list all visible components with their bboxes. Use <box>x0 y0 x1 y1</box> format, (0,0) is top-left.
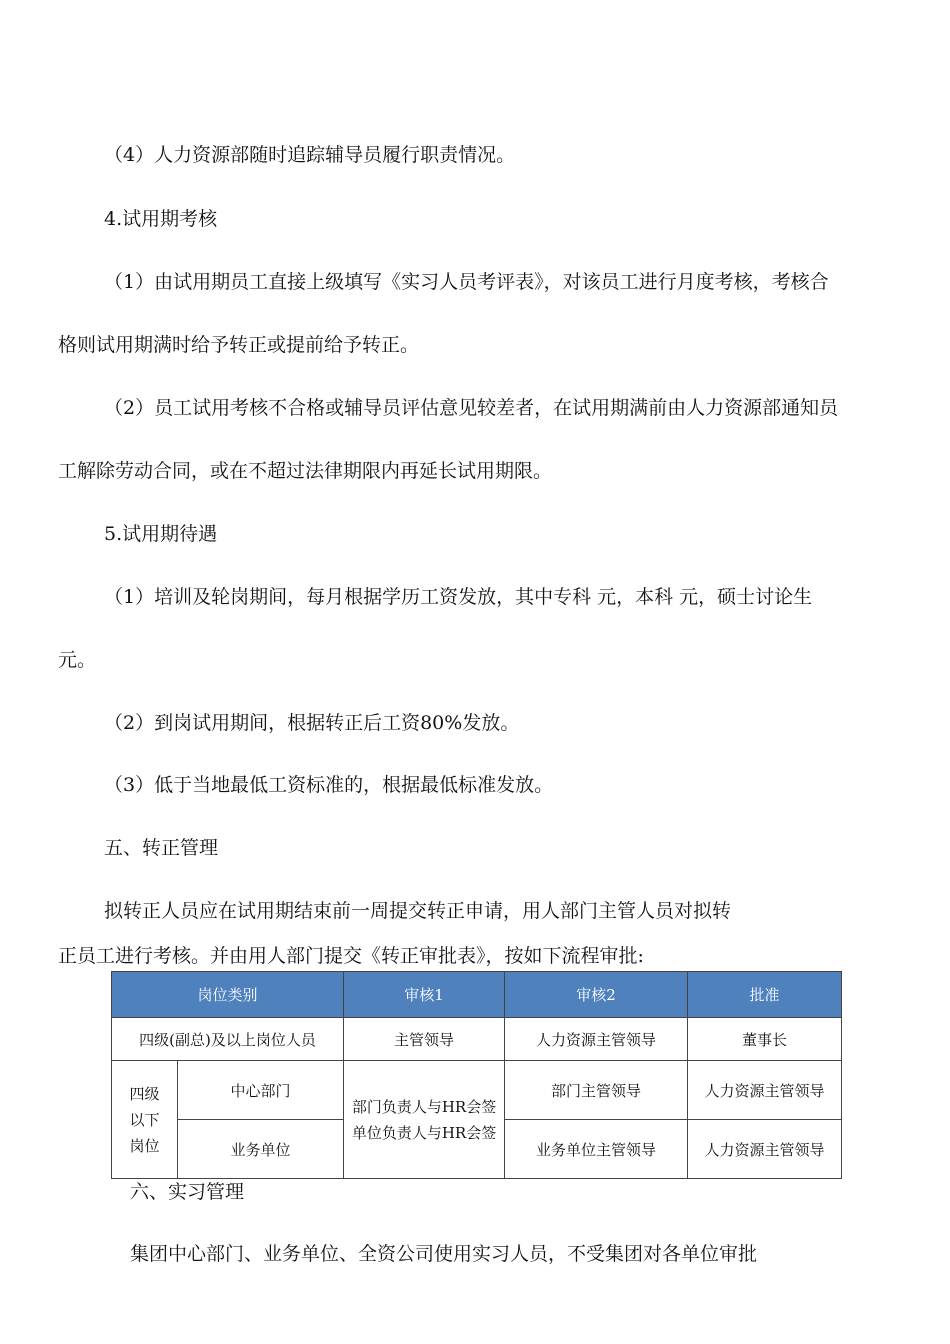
paragraph: （2）到岗试用期间，根据转正后工资80%发放。 <box>104 712 520 734</box>
cell-review-1: 主管领导 <box>344 1018 505 1061</box>
approval-flow-table <box>111 971 842 1179</box>
cell-position: 中心部门 <box>178 1061 344 1120</box>
paragraph: （3）低于当地最低工资标准的，根据最低标准发放。 <box>104 774 554 796</box>
cell-review-2: 人力资源主管领导 <box>505 1018 688 1061</box>
paragraph: （4）人力资源部随时追踪辅导员履行职责情况。 <box>104 144 516 166</box>
table-row <box>112 1018 842 1061</box>
merged-line: 部门负责人与HR会签 <box>351 1097 497 1116</box>
section-heading: 5.试用期待遇 <box>104 523 218 545</box>
cell-position: 四级(副总)及以上岗位人员 <box>112 1018 344 1061</box>
merged-line: 单位负责人与HR会签 <box>351 1123 497 1142</box>
paragraph: 拟转正人员应在试用期结束前一周提交转正申请，用人部门主管人员对拟转 <box>104 900 732 922</box>
header-review-1: 审核1 <box>344 972 505 1018</box>
paragraph: 元。 <box>58 649 97 671</box>
cell-group-label <box>112 1061 178 1179</box>
paragraph: （1）培训及轮岗期间，每月根据学历工资发放，其中专科 元，本科 元，硕士讨论生 <box>104 586 813 608</box>
paragraph: 正员工进行考核。并由用人部门提交《转正审批表》，按如下流程审批: <box>58 945 644 967</box>
cell-review-2: 部门主管领导 <box>505 1061 688 1120</box>
paragraph: 集团中心部门、业务单位、全资公司使用实习人员，不受集团对各单位审批 <box>130 1243 758 1265</box>
paragraph: （2）员工试用考核不合格或辅导员评估意见较差者，在试用期满前由人力资源部通知员 <box>104 397 839 419</box>
paragraph: （1）由试用期员工直接上级填写《实习人员考评表》，对该员工进行月度考核，考核合 <box>104 271 829 293</box>
paragraph: 格则试用期满时给予转正或提前给予转正。 <box>58 334 420 356</box>
section-heading: 4.试用期考核 <box>104 208 218 230</box>
cell-approval: 人力资源主管领导 <box>688 1061 842 1120</box>
group-label-line: 四级 <box>129 1084 160 1103</box>
group-label-line: 岗位 <box>129 1136 160 1155</box>
header-approval: 批准 <box>688 972 842 1018</box>
section-heading: 六、实习管理 <box>130 1181 245 1203</box>
cell-review-1-merged <box>344 1061 505 1179</box>
header-position-category: 岗位类别 <box>112 972 344 1018</box>
section-heading: 五、转正管理 <box>104 837 219 859</box>
table-header-row <box>112 972 842 1018</box>
cell-approval: 人力资源主管领导 <box>688 1120 842 1179</box>
cell-review-2: 业务单位主管领导 <box>505 1120 688 1179</box>
group-label-line: 以下 <box>129 1110 160 1129</box>
cell-position: 业务单位 <box>178 1120 344 1179</box>
cell-approval: 董事长 <box>688 1018 842 1061</box>
paragraph: 工解除劳动合同，或在不超过法律期限内再延长试用期限。 <box>58 460 553 482</box>
header-review-2: 审核2 <box>505 972 688 1018</box>
table-row <box>112 1061 842 1120</box>
